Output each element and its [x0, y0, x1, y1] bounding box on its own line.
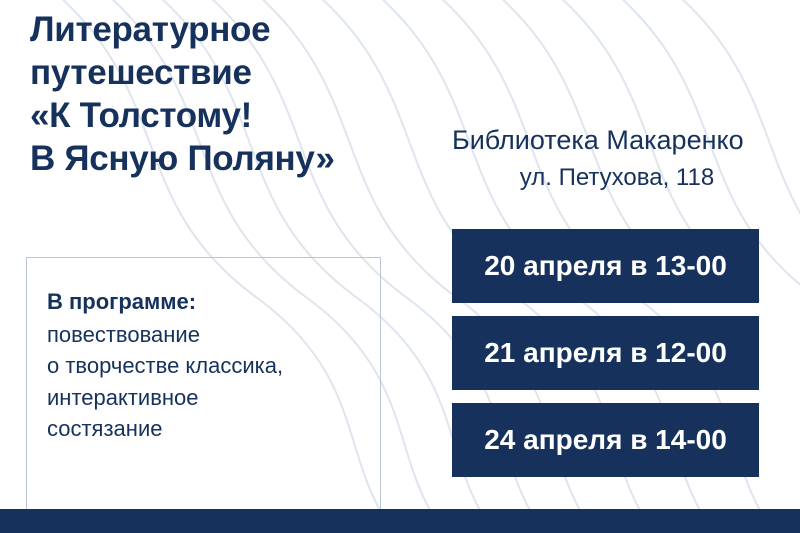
date-chip-2: 21 апреля в 12-00	[452, 316, 759, 390]
program-line-1: повествование	[47, 322, 200, 348]
title-line-3: «К Толстому!	[30, 96, 253, 136]
dates-list	[452, 229, 759, 490]
venue-address: ул. Петухова, 118	[519, 164, 715, 192]
venue-name: Библиотека Макаренко	[452, 125, 744, 155]
date-chip-3: 24 апреля в 14-00	[452, 403, 759, 477]
title-line-2: путешествие	[30, 53, 252, 93]
venue-block	[452, 124, 782, 192]
date-chip-1: 20 апреля в 13-00	[452, 229, 759, 303]
program-line-4: состязание	[47, 415, 163, 441]
program-content	[27, 258, 380, 444]
program-line-3: интерактивное	[47, 384, 199, 410]
program-line-2: о творчестве классика,	[47, 353, 284, 379]
title-line-4: В Ясную Поляну»	[30, 139, 335, 179]
poster-title	[30, 8, 430, 180]
program-box	[26, 257, 381, 522]
bottom-accent-bar	[0, 509, 800, 533]
title-line-1: Литературное	[30, 10, 271, 49]
program-heading: В программе:	[47, 289, 197, 314]
